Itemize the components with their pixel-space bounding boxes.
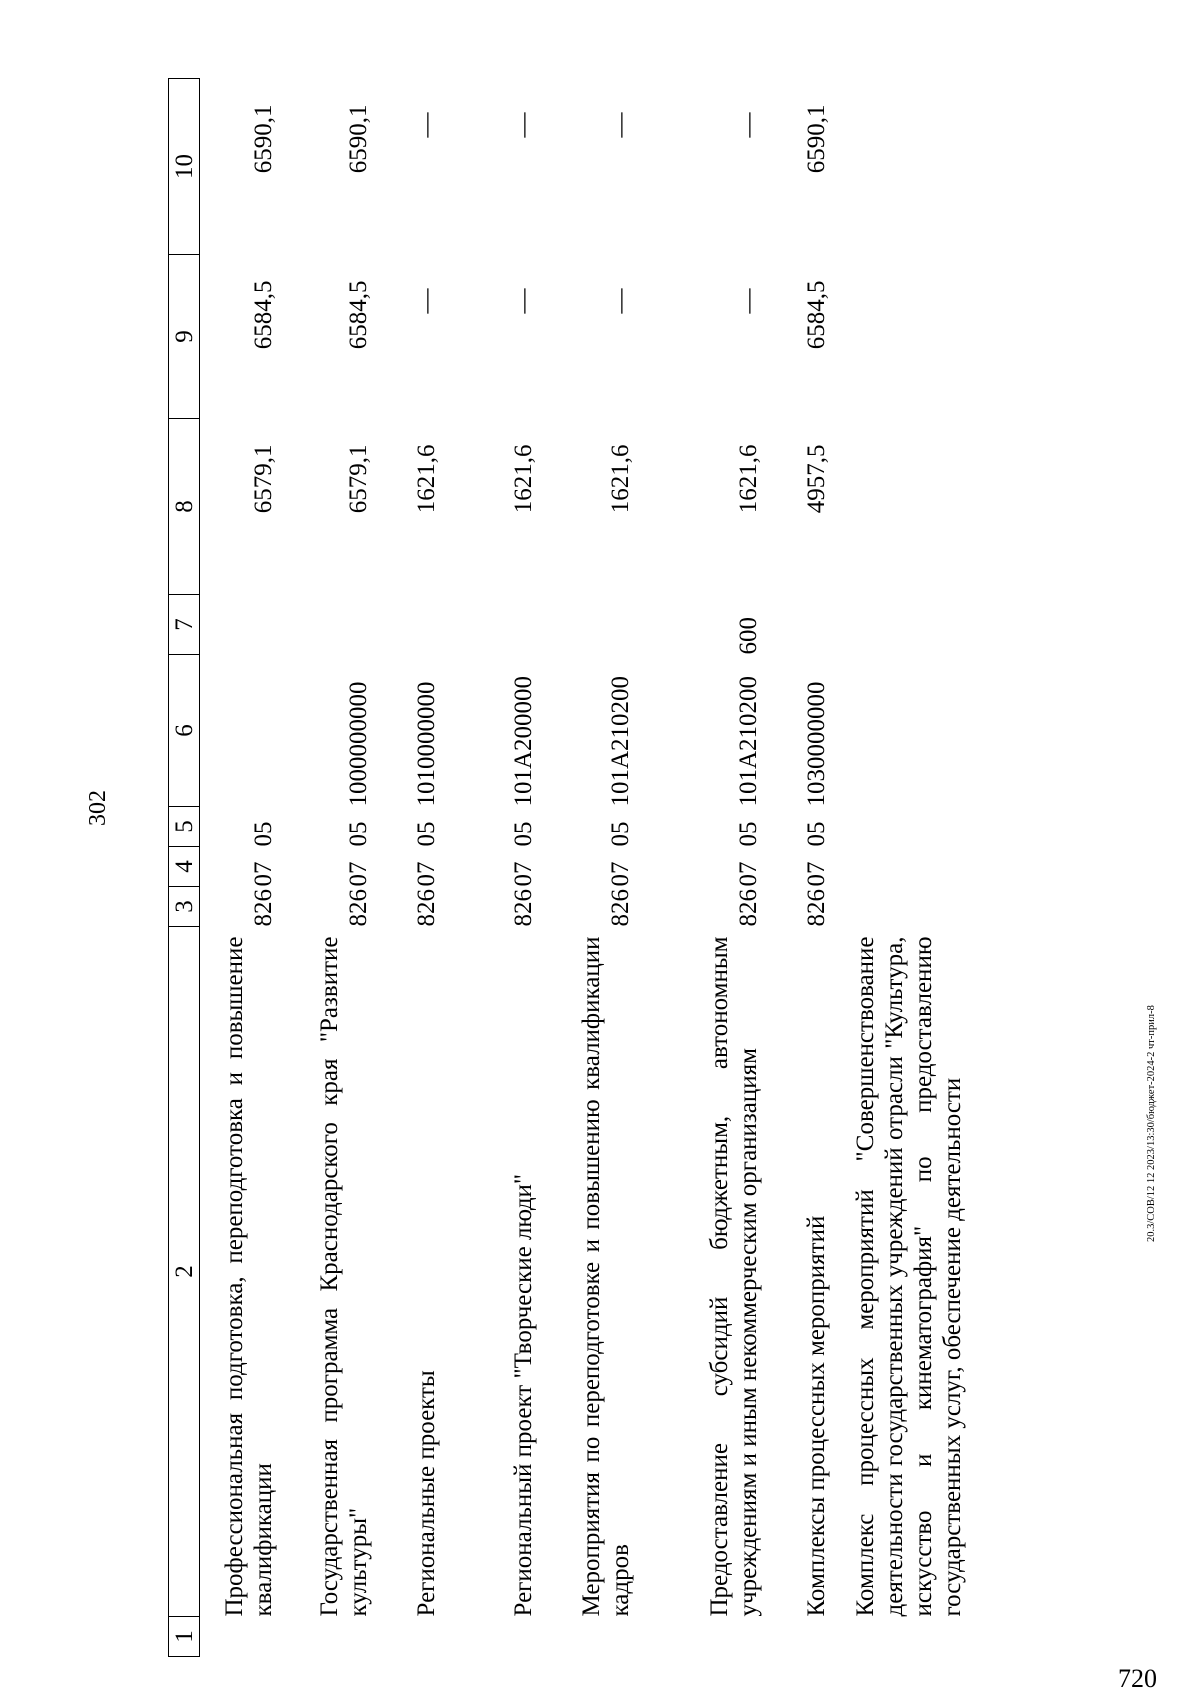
cell-ministry: 826 [413,889,440,927]
cell-amount-2: 6584,5 [345,280,372,350]
rotated-table-container [168,79,966,1657]
table-row [278,79,373,1657]
document-stamp: 20.3/СОВ/12 12 2023/13:30/бюджет-2024-2 чт-прил-8 [1146,1005,1157,1242]
table-row [538,79,635,1657]
header-cell: 2 [169,927,200,1617]
footer-page-number: 720 [1118,1664,1157,1693]
cell-target-code: 101A210200 [735,675,762,807]
cell-amount-3 [831,79,1016,255]
row-name: Государственная программа Краснодарского края "Развитие культуры" [316,936,372,1617]
cell-target-code [200,655,279,807]
cell-expense-type [538,595,635,655]
cell-expense-type [373,595,441,655]
cell-section: 07 [607,861,634,887]
cell-target-code: 1030000000 [803,681,830,807]
cell-amount-1: 1621,6 [735,444,762,514]
cell-amount-2: 6584,5 [250,280,277,350]
cell-amount-1: 1621,6 [510,444,537,514]
header-cell: 5 [169,807,200,847]
table-row [763,79,831,1657]
header-cell: 10 [169,79,200,255]
cell-expense-type [441,595,538,655]
cell-expense-type: 600 [735,617,762,655]
cell-expense-type [763,595,831,655]
cell-target-code: 1000000000 [345,681,372,807]
cell-expense-type [831,595,1016,655]
header-cell: 9 [169,255,200,419]
cell-expense-type [278,595,373,655]
table-row [200,79,279,1657]
cell-amount-2: — [607,288,634,314]
cell-amount-3: — [735,112,762,138]
cell-section: 07 [250,861,277,887]
cell-amount-3: 6590,1 [250,104,277,174]
cell-amount-3: 6590,1 [345,104,372,174]
table-row [373,79,441,1657]
cell-ministry: 826 [250,889,277,927]
cell-amount-2: — [413,288,440,314]
cell-amount-1 [831,419,1016,595]
cell-amount-2: 6584,5 [803,280,830,350]
cell-ministry: 826 [735,889,762,927]
cell-section: 07 [803,861,830,887]
cell-subsection: 05 [735,821,762,847]
row-name: Профессиональная подготовка, переподготовка и повышение квалификации [221,936,277,1617]
cell-amount-3: 6590,1 [803,104,830,174]
header-cell: 4 [169,847,200,887]
cell-subsection: 05 [413,821,440,847]
cell-subsection: 05 [607,821,634,847]
cell-ministry: 826 [607,889,634,927]
cell-amount-1: 6579,1 [345,444,372,514]
cell-section: 07 [510,861,537,887]
cell-target-code: 101A210200 [607,675,634,807]
header-cell: 1 [169,1617,200,1657]
cell-ministry: 826 [803,889,830,927]
header-cell: 8 [169,419,200,595]
cell-subsection: 05 [345,821,372,847]
cell-amount-2: — [735,288,762,314]
header-cell: 7 [169,595,200,655]
cell-subsection: 05 [510,821,537,847]
cell-amount-2 [831,255,1016,419]
cell-amount-1: 1621,6 [413,444,440,514]
cell-target-code: 101A200000 [510,675,537,807]
budget-table [168,78,1016,1657]
cell-amount-3: — [607,112,634,138]
header-cell: 6 [169,655,200,807]
cell-section [831,847,1016,887]
cell-ministry [831,887,1016,927]
cell-subsection: 05 [250,821,277,847]
header-cell: 3 [169,887,200,927]
row-name: Комплекс процессных мероприятий "Совершенствование деятельности государственных учреждений отрасли "Культура, искусство и кинематография" по предоставлению государственных услуг, обеспечение деятельности [852,936,966,1617]
row-name: Региональный проект "Творческие люди" [510,1173,537,1617]
table-row [831,79,1016,1657]
cell-subsection: 05 [803,821,830,847]
cell-amount-3: — [510,112,537,138]
cell-section: 07 [735,861,762,887]
cell-section: 07 [345,861,372,887]
cell-section: 07 [413,861,440,887]
cell-expense-type [200,595,279,655]
cell-subsection [831,807,1016,847]
cell-amount-3: — [413,112,440,138]
cell-amount-1: 1621,6 [607,444,634,514]
cell-target-code: 1010000000 [413,681,440,807]
table-row [635,79,763,1657]
cell-amount-1: 4957,5 [803,444,830,514]
table-row [441,79,538,1657]
cell-target-code [831,655,1016,807]
row-name: Предоставление субсидий бюджетным, автономным учреждениям и иным некоммерческим организациям [706,936,762,1617]
page-number: 302 [85,790,111,826]
cell-amount-2: — [510,288,537,314]
cell-amount-1: 6579,1 [250,444,277,514]
cell-ministry: 826 [345,889,372,927]
row-name: Мероприятия по переподготовке и повышению квалификации кадров [578,936,634,1617]
cell-ministry: 826 [510,889,537,927]
header-row [169,79,200,1657]
row-name: Комплексы процессных мероприятий [803,1215,830,1617]
row-name: Региональные проекты [413,1370,440,1617]
